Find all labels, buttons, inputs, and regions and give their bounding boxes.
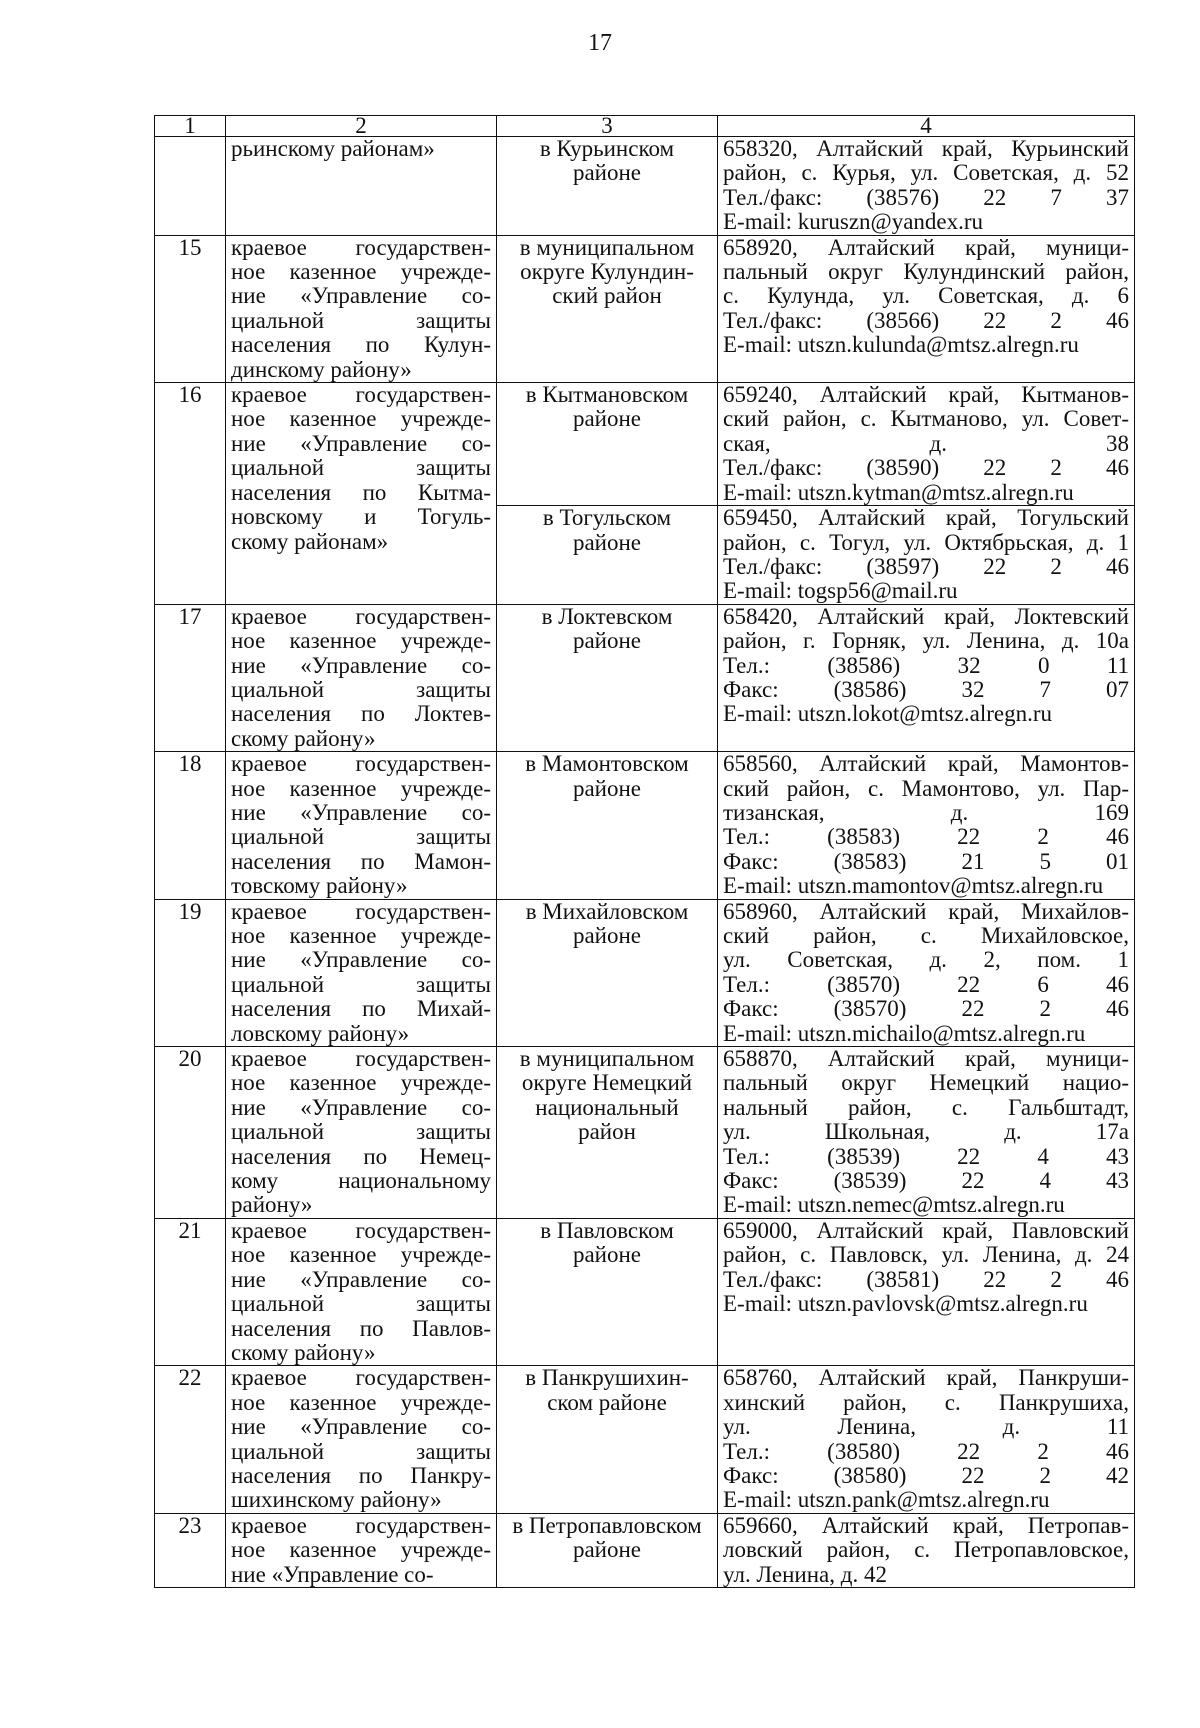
address-contacts-line: Тел./факс: (38576) 22 7 37 bbox=[723, 184, 1129, 210]
location-line: в муниципальном bbox=[519, 235, 695, 260]
address-contacts-line: ский район, с. Кытманово, ул. Совет- bbox=[723, 406, 1129, 432]
institution-name bbox=[226, 1513, 497, 1587]
institution-name-line: новскому и Тогуль- bbox=[231, 504, 491, 530]
column-number-row bbox=[155, 116, 1135, 137]
institution-name-line: циальной защиты bbox=[231, 971, 491, 997]
institution-name-line: краевое государствен- bbox=[231, 235, 491, 260]
institution-name-line: циальной защиты bbox=[231, 455, 491, 481]
location-line: районе bbox=[572, 1242, 642, 1268]
row-number bbox=[155, 137, 226, 236]
location-line: округе Немецкий bbox=[521, 1070, 693, 1096]
row-number: 16 bbox=[155, 383, 226, 605]
location-line: в Мамонтовском bbox=[525, 751, 689, 777]
address-contacts-line: E-mail: utszn.kulunda@mtsz.alregn.ru bbox=[723, 332, 1079, 358]
institution-name-line: ние «Управление со- bbox=[231, 652, 491, 678]
column-number-2: 2 bbox=[226, 116, 497, 137]
institution-name-line: шихинскому району» bbox=[231, 1487, 442, 1513]
table-row bbox=[155, 752, 1135, 899]
institution-name-line: циальной защиты bbox=[231, 676, 491, 702]
address-contacts-line: Факс: (38583) 21 5 01 bbox=[723, 848, 1129, 874]
address-contacts-line: нальный район, с. Гальбштадт, bbox=[723, 1094, 1129, 1120]
institution-name-line: населения по Кытма- bbox=[231, 479, 491, 505]
location bbox=[497, 899, 718, 1046]
table-row bbox=[155, 1366, 1135, 1513]
institution-name-line: краевое государствен- bbox=[231, 604, 491, 629]
row-number: 19 bbox=[155, 899, 226, 1046]
location-line: в Петропавловском bbox=[512, 1513, 702, 1538]
address-contacts-line: Тел.: (38570) 22 6 46 bbox=[723, 971, 1129, 997]
address-contacts-line: E-mail: kuruszn@yandex.ru bbox=[723, 209, 984, 235]
address-contacts-line: Тел./факс: (38590) 22 2 46 bbox=[723, 455, 1129, 481]
address-contacts-line: Тел.: (38580) 22 2 46 bbox=[723, 1438, 1129, 1464]
institution-name-line: ние «Управление со- bbox=[231, 283, 491, 309]
address-contacts bbox=[718, 899, 1135, 1046]
address-contacts bbox=[718, 604, 1135, 751]
table-row bbox=[155, 235, 1135, 382]
location bbox=[497, 1047, 718, 1219]
address-contacts-line: 659660, Алтайский край, Петропав- bbox=[723, 1513, 1129, 1538]
address-contacts bbox=[718, 235, 1135, 382]
address-contacts-line: Тел./факс: (38597) 22 2 46 bbox=[723, 553, 1129, 579]
row-number: 23 bbox=[155, 1513, 226, 1587]
institution-name-line: циальной защиты bbox=[231, 307, 491, 333]
address-contacts-line: район, с. Павловск, ул. Ленина, д. 24 bbox=[723, 1242, 1129, 1268]
address-contacts-line: район, с. Тогул, ул. Октябрьская, д. 1 bbox=[723, 529, 1129, 555]
institution-name bbox=[226, 383, 497, 605]
location-line: в Панкрушихин- bbox=[525, 1365, 689, 1391]
institution-name-line: краевое государствен- bbox=[231, 1365, 491, 1391]
institution-name-line: ловскому району» bbox=[231, 1020, 410, 1046]
institution-name-line: ное казенное учрежде- bbox=[231, 259, 491, 285]
institution-name bbox=[226, 235, 497, 382]
institution-name-line: ное казенное учрежде- bbox=[231, 923, 491, 948]
table-row bbox=[155, 1218, 1135, 1365]
location-line: районе bbox=[572, 529, 642, 555]
institution-name-line: циальной защиты bbox=[231, 1291, 491, 1317]
location bbox=[497, 506, 718, 605]
institution-name-line: ное казенное учрежде- bbox=[231, 1537, 491, 1563]
address-contacts-line: Факс: (38580) 22 2 42 bbox=[723, 1462, 1129, 1488]
institution-name bbox=[226, 137, 497, 236]
address-contacts bbox=[718, 1047, 1135, 1219]
row-number: 18 bbox=[155, 752, 226, 899]
address-contacts-line: пальный округ Кулундинский район, bbox=[723, 259, 1129, 285]
table-row bbox=[155, 899, 1135, 1046]
address-contacts-line: район, г. Горняк, ул. Ленина, д. 10а bbox=[723, 628, 1129, 654]
institution-name-line: кому национальному bbox=[231, 1168, 491, 1194]
address-contacts-line: Тел.: (38586) 32 0 11 bbox=[723, 652, 1129, 678]
location-line: в Кытмановском bbox=[525, 382, 689, 408]
address-contacts bbox=[718, 137, 1135, 236]
address-contacts-line: 659450, Алтайский край, Тогульский bbox=[723, 505, 1129, 531]
address-contacts-line: ловский район, с. Петропавловское, bbox=[723, 1537, 1129, 1563]
institution-name bbox=[226, 899, 497, 1046]
location bbox=[497, 137, 718, 236]
institution-name-line: ние «Управление со- bbox=[231, 1094, 491, 1120]
institution-name-line: краевое государствен- bbox=[231, 1218, 491, 1243]
address-contacts bbox=[718, 383, 1135, 506]
row-number: 17 bbox=[155, 604, 226, 751]
address-contacts-line: 658560, Алтайский край, Мамонтов- bbox=[723, 751, 1129, 777]
institution-name-line: ное казенное учрежде- bbox=[231, 1242, 491, 1268]
institution-name-line: району» bbox=[231, 1192, 313, 1218]
column-number-1: 1 bbox=[155, 116, 226, 137]
address-contacts-line: 659000, Алтайский край, Павловский bbox=[723, 1218, 1129, 1243]
institution-name-line: ние «Управление со- bbox=[231, 430, 491, 456]
institution-name-line: населения по Павлов- bbox=[231, 1315, 491, 1341]
column-number-4: 4 bbox=[718, 116, 1135, 137]
location-line: районе bbox=[572, 406, 642, 432]
page-number: 17 bbox=[588, 30, 612, 56]
institution-name-line: товскому району» bbox=[231, 873, 408, 899]
location bbox=[497, 383, 718, 506]
location bbox=[497, 1218, 718, 1365]
institution-name-line: циальной защиты bbox=[231, 1119, 491, 1145]
address-contacts-line: E-mail: togsp56@mail.ru bbox=[723, 578, 958, 604]
location-line: районе bbox=[572, 1537, 642, 1563]
institution-name-line: населения по Немец- bbox=[231, 1143, 491, 1169]
location-line: в Локтевском bbox=[541, 604, 673, 629]
location bbox=[497, 1366, 718, 1513]
address-contacts-line: 658920, Алтайский край, муници- bbox=[723, 235, 1129, 260]
address-contacts-line: E-mail: utszn.kytman@mtsz.alregn.ru bbox=[723, 479, 1074, 505]
location-line: национальный bbox=[535, 1094, 679, 1120]
address-contacts bbox=[718, 752, 1135, 899]
institution-name-line: населения по Кулун- bbox=[231, 332, 491, 358]
institution-name bbox=[226, 604, 497, 751]
institution-name-line: населения по Михай- bbox=[231, 996, 491, 1022]
institutions-table bbox=[154, 115, 1135, 1588]
address-contacts-line: 658760, Алтайский край, Панкруши- bbox=[723, 1365, 1129, 1391]
institution-name bbox=[226, 1047, 497, 1219]
location-line: округе Кулундин- bbox=[520, 259, 694, 285]
institution-name-line: краевое государствен- bbox=[231, 1513, 491, 1538]
address-contacts-line: ул. Ленина, д. 11 bbox=[723, 1414, 1129, 1440]
table-row bbox=[155, 1047, 1135, 1219]
address-contacts-line: Факс: (38570) 22 2 46 bbox=[723, 996, 1129, 1022]
table-row bbox=[155, 137, 1135, 236]
institution-name-line: скому району» bbox=[231, 1339, 376, 1365]
institution-name-line: динскому району» bbox=[231, 356, 412, 382]
address-contacts-line: ул. Советская, д. 2, пом. 1 bbox=[723, 947, 1129, 973]
address-contacts bbox=[718, 1218, 1135, 1365]
location-line: район bbox=[578, 1119, 636, 1145]
table-row bbox=[155, 1513, 1135, 1587]
location-line: в Михайловском bbox=[525, 899, 689, 924]
institution-name bbox=[226, 1218, 497, 1365]
institution-name-line: населения по Локтев- bbox=[231, 701, 491, 727]
address-contacts-line: Тел.: (38583) 22 2 46 bbox=[723, 824, 1129, 850]
address-contacts-line: Тел.: (38539) 22 4 43 bbox=[723, 1143, 1129, 1169]
address-contacts-line: Факс: (38539) 22 4 43 bbox=[723, 1168, 1129, 1194]
location bbox=[497, 235, 718, 382]
address-contacts-line: Тел./факс: (38581) 22 2 46 bbox=[723, 1266, 1129, 1292]
address-contacts-line: 658420, Алтайский край, Локтевский bbox=[723, 604, 1129, 629]
institution-name-line: скому районам» bbox=[231, 528, 389, 554]
address-contacts-line: с. Кулунда, ул. Советская, д. 6 bbox=[723, 283, 1129, 309]
address-contacts-line: тизанская, д. 169 bbox=[723, 799, 1129, 825]
address-contacts-line: E-mail: utszn.pavlovsk@mtsz.alregn.ru bbox=[723, 1291, 1088, 1317]
location-line: в Тогульском bbox=[542, 505, 672, 531]
address-contacts-line: E-mail: utszn.mamontov@mtsz.alregn.ru bbox=[723, 873, 1104, 899]
address-contacts-line: ский район, с. Мамонтово, ул. Пар- bbox=[723, 775, 1129, 801]
institution-name-line: циальной защиты bbox=[231, 1438, 491, 1464]
address-contacts-line: Тел./факс: (38566) 22 2 46 bbox=[723, 307, 1129, 333]
table-body bbox=[155, 116, 1135, 1588]
address-contacts-line: ул. Ленина, д. 42 bbox=[723, 1561, 887, 1587]
address-contacts-line: 658960, Алтайский край, Михайлов- bbox=[723, 899, 1129, 924]
address-contacts-line: ул. Школьная, д. 17а bbox=[723, 1119, 1129, 1145]
row-number: 21 bbox=[155, 1218, 226, 1365]
address-contacts bbox=[718, 1513, 1135, 1587]
institution-name bbox=[226, 752, 497, 899]
address-contacts-line: 659240, Алтайский край, Кытманов- bbox=[723, 382, 1129, 408]
location-line: в Курьинском bbox=[539, 136, 675, 161]
address-contacts-line: ская, д. 38 bbox=[723, 430, 1129, 456]
institution-name-line: ние «Управление со- bbox=[231, 947, 491, 973]
address-contacts-line: E-mail: utszn.pank@mtsz.alregn.ru bbox=[723, 1487, 1050, 1513]
location-line: в муниципальном bbox=[519, 1046, 695, 1072]
address-contacts-line: хинский район, с. Панкрушиха, bbox=[723, 1389, 1129, 1415]
institution-name-line: скому району» bbox=[231, 725, 376, 751]
institution-name-line: ние «Управление со- bbox=[231, 1561, 434, 1587]
address-contacts-line: район, с. Курья, ул. Советская, д. 52 bbox=[723, 160, 1129, 186]
address-contacts-line: 658870, Алтайский край, муници- bbox=[723, 1046, 1129, 1072]
table-row bbox=[155, 604, 1135, 751]
address-contacts bbox=[718, 506, 1135, 605]
institution-name-line: краевое государствен- bbox=[231, 899, 491, 924]
address-contacts-line: E-mail: utszn.nemec@mtsz.alregn.ru bbox=[723, 1192, 1065, 1218]
institution-name-line: ное казенное учрежде- bbox=[231, 628, 491, 654]
address-contacts-line: E-mail: utszn.michailo@mtsz.alregn.ru bbox=[723, 1020, 1086, 1046]
location bbox=[497, 752, 718, 899]
institution-name-line: ние «Управление со- bbox=[231, 1414, 491, 1440]
row-number: 22 bbox=[155, 1366, 226, 1513]
address-contacts bbox=[718, 1366, 1135, 1513]
institution-name-line: населения по Панкру- bbox=[231, 1462, 491, 1488]
location-line: районе bbox=[572, 160, 642, 186]
institution-name-line: краевое государствен- bbox=[231, 1046, 491, 1072]
address-contacts-line: ский район, с. Михайловское, bbox=[723, 923, 1129, 948]
institution-name-line: рьинскому районам» bbox=[231, 136, 435, 161]
address-contacts-line: пальный округ Немецкий нацио- bbox=[723, 1070, 1129, 1096]
institution-name bbox=[226, 1366, 497, 1513]
institution-name-line: ние «Управление со- bbox=[231, 799, 491, 825]
institution-name-line: краевое государствен- bbox=[231, 751, 491, 777]
address-contacts-line: 658320, Алтайский край, Курьинский bbox=[723, 136, 1129, 161]
institution-name-line: ное казенное учрежде- bbox=[231, 1070, 491, 1096]
row-number: 20 bbox=[155, 1047, 226, 1219]
location bbox=[497, 604, 718, 751]
address-contacts-line: E-mail: utszn.lokot@mtsz.alregn.ru bbox=[723, 701, 1053, 727]
column-number-3: 3 bbox=[497, 116, 718, 137]
institution-name-line: краевое государствен- bbox=[231, 382, 491, 408]
location-line: ский район bbox=[552, 283, 662, 309]
location-line: районе bbox=[572, 923, 642, 948]
institution-name-line: ние «Управление со- bbox=[231, 1266, 491, 1292]
table-row bbox=[155, 383, 1135, 506]
institution-name-line: ное казенное учрежде- bbox=[231, 775, 491, 801]
location-line: в Павловском bbox=[540, 1218, 674, 1243]
location-line: районе bbox=[572, 775, 642, 801]
institution-name-line: ное казенное учрежде- bbox=[231, 1389, 491, 1415]
row-number: 15 bbox=[155, 235, 226, 382]
location-line: районе bbox=[572, 628, 642, 654]
institution-name-line: населения по Мамон- bbox=[231, 848, 491, 874]
address-contacts-line: Факс: (38586) 32 7 07 bbox=[723, 676, 1129, 702]
institution-name-line: циальной защиты bbox=[231, 824, 491, 850]
location bbox=[497, 1513, 718, 1587]
institution-name-line: ное казенное учрежде- bbox=[231, 406, 491, 432]
location-line: ском районе bbox=[547, 1389, 667, 1415]
